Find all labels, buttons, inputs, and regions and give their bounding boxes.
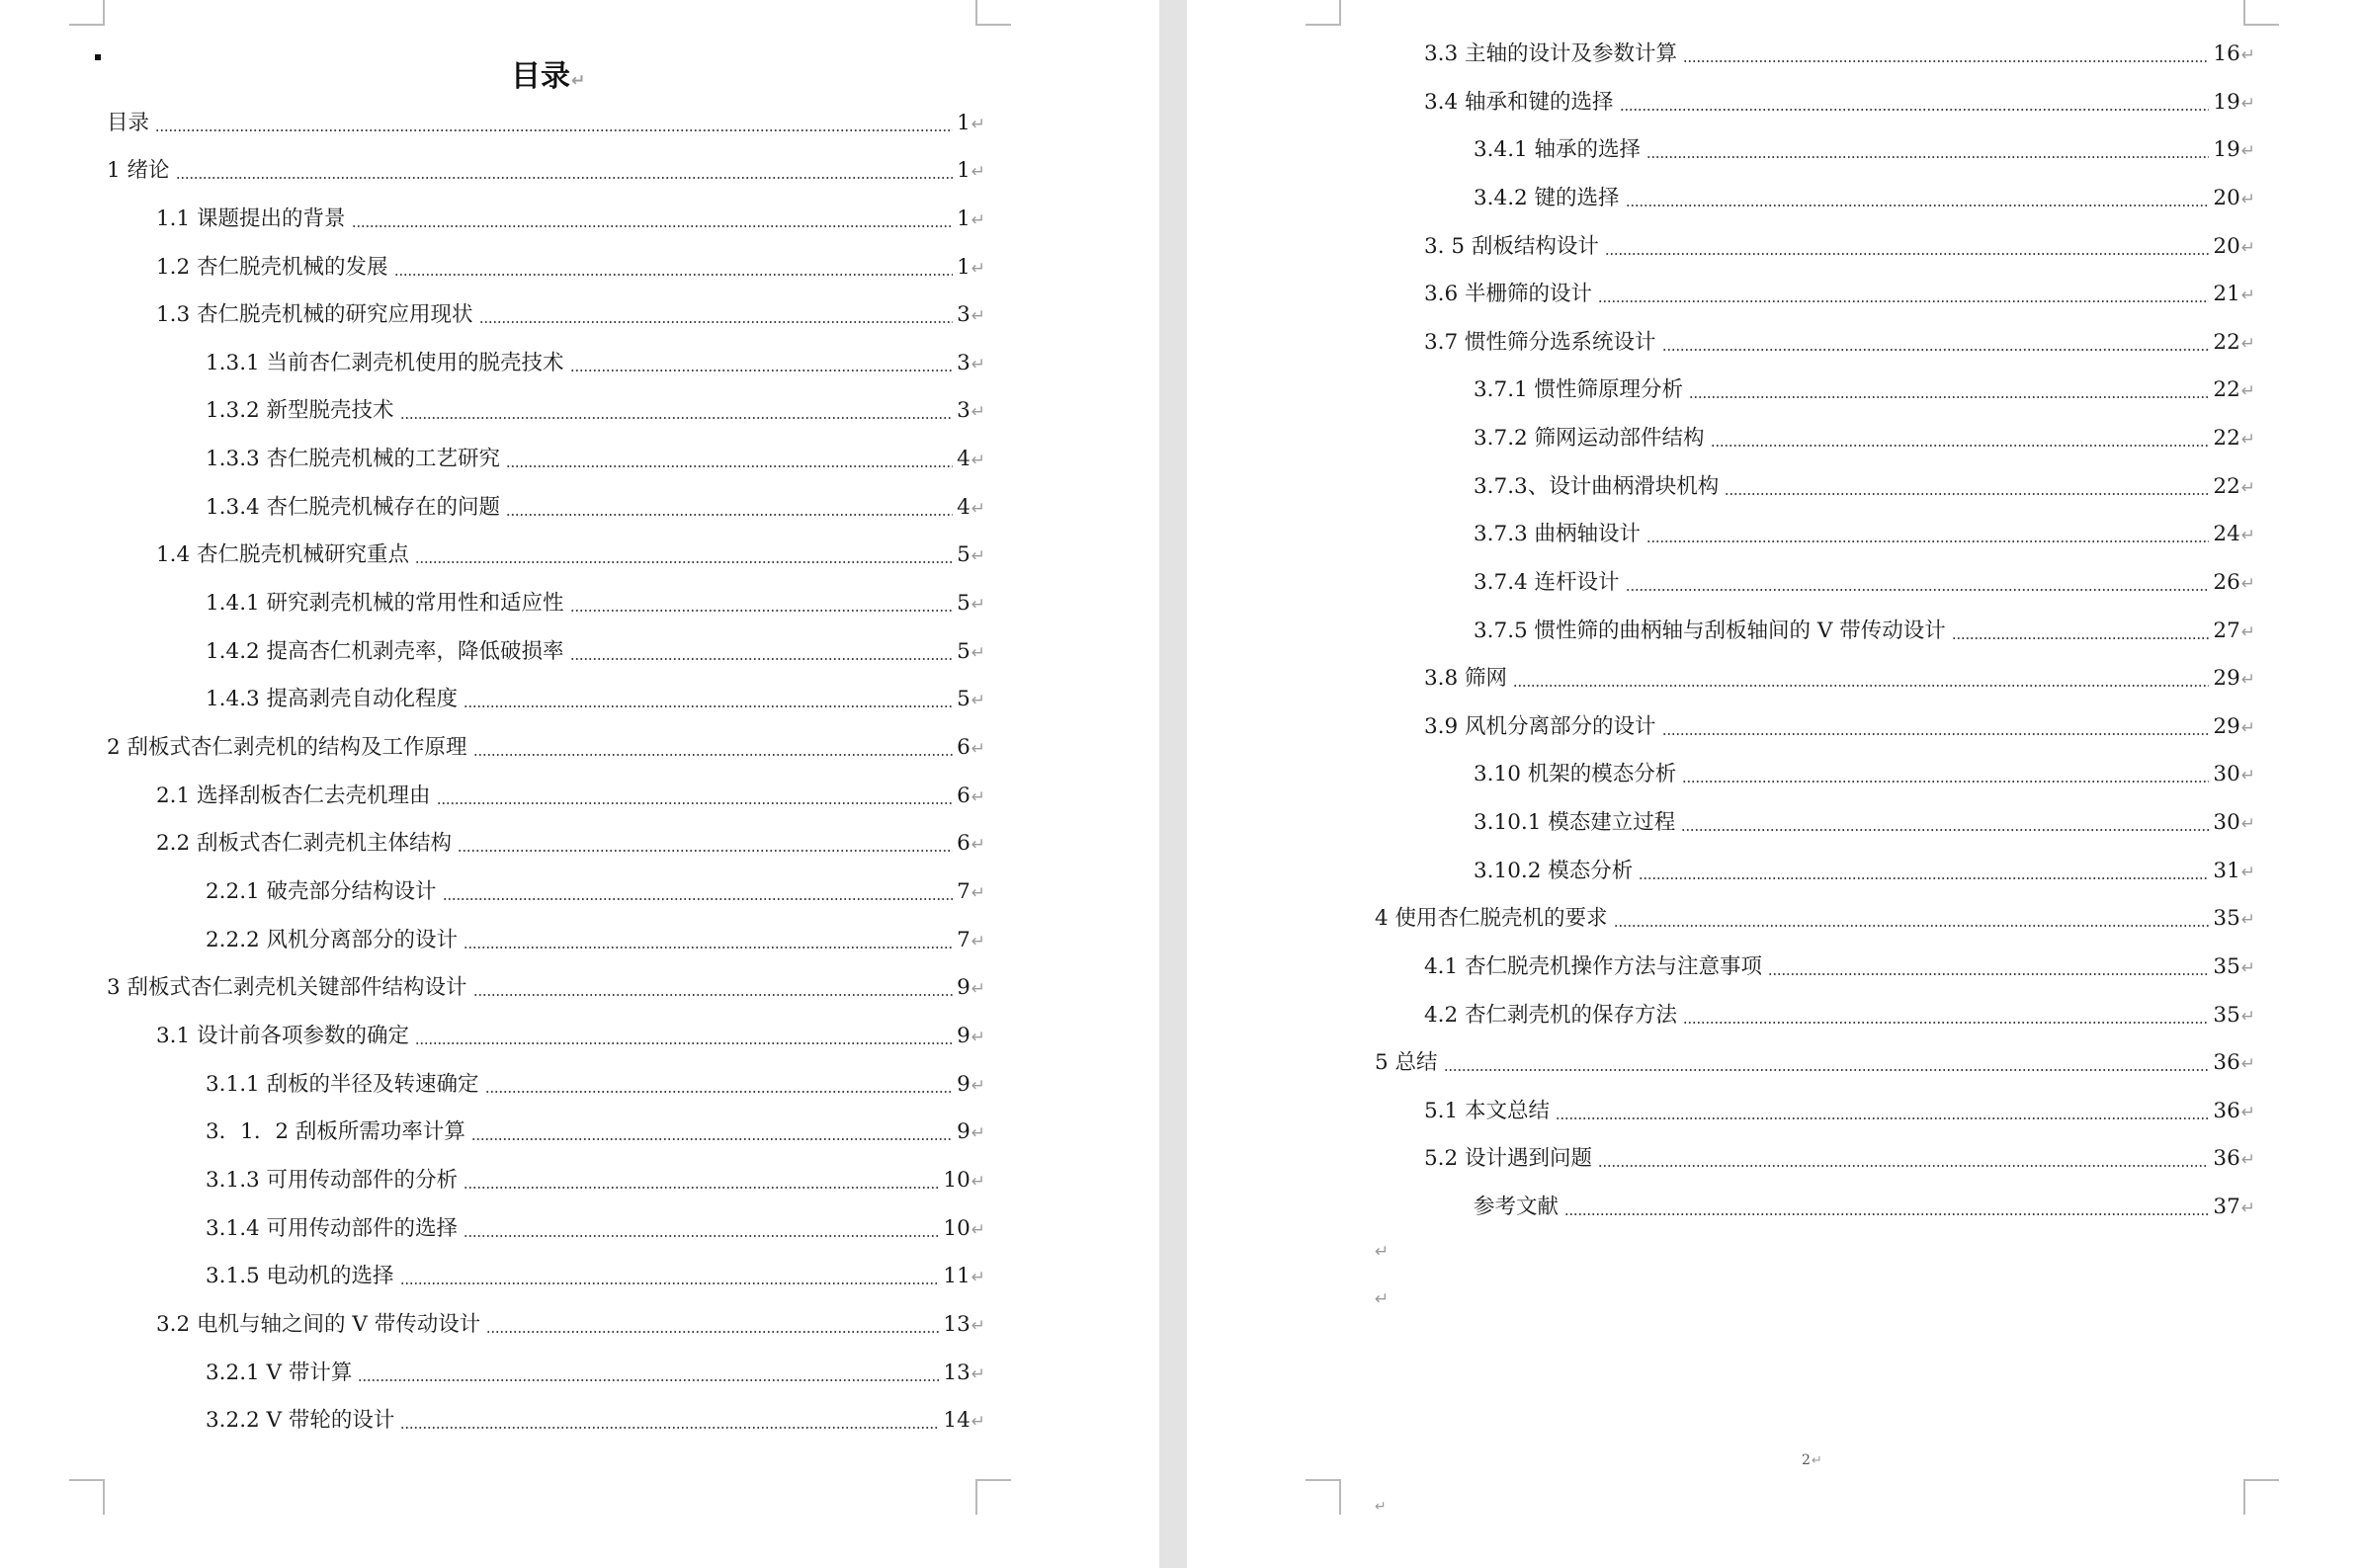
toc-entry-title: 3.7.2 筛网运动部件结构 [1474, 426, 1705, 451]
toc-entry[interactable] [206, 1406, 985, 1436]
dot-leader [1768, 973, 2209, 975]
return-mark: ↵ [970, 595, 985, 615]
page-gutter [1159, 0, 1187, 1568]
toc-entry[interactable] [156, 782, 985, 811]
toc-entry-page-number: 20 [2213, 186, 2240, 210]
return-mark: ↵ [2240, 1054, 2255, 1074]
dot-leader [1711, 445, 2210, 447]
empty-paragraph: ↵ [1375, 1499, 1387, 1515]
toc-entry[interactable] [107, 109, 985, 138]
toc-entry[interactable] [1375, 1048, 2255, 1078]
return-mark: ↵ [2240, 1150, 2255, 1170]
toc-entry[interactable] [1474, 857, 2255, 886]
dot-leader [1725, 493, 2209, 495]
toc-entry-page-number: 4 [957, 495, 970, 520]
return-mark: ↵ [970, 259, 985, 279]
toc-entry-page-number: 22 [2213, 474, 2240, 499]
dot-leader [464, 1187, 939, 1189]
return-mark: ↵ [2240, 766, 2255, 785]
toc-entry-page-number: 29 [2213, 714, 2240, 739]
toc-entry[interactable] [1424, 952, 2255, 982]
dot-leader [570, 610, 954, 612]
toc-entry[interactable] [107, 733, 985, 763]
toc-entry-title: 1.3 杏仁脱壳机械的研究应用现状 [156, 302, 473, 327]
return-mark: ↵ [2240, 1103, 2255, 1122]
toc-entry-title: 3.7.3 曲柄轴设计 [1474, 522, 1642, 546]
return-mark: ↵ [970, 643, 985, 663]
empty-paragraph: ↵ [1375, 1289, 1390, 1309]
dot-leader [443, 898, 954, 900]
toc-entry-page-number: 35 [2213, 1003, 2240, 1028]
return-mark: ↵ [970, 306, 985, 326]
toc-entry-title: 2.2.1 破壳部分结构设计 [206, 879, 437, 904]
return-mark: ↵ [970, 210, 985, 230]
page-number-text: 2 [1802, 1452, 1811, 1468]
toc-entry-title: 3．1．2 刮板所需功率计算 [206, 1119, 465, 1144]
toc-entry-page-number: 35 [2213, 906, 2240, 931]
return-mark: ↵ [2240, 574, 2255, 594]
dot-leader [400, 1427, 939, 1429]
dot-leader [415, 561, 953, 563]
toc-entry-title: 3.1 设计前各项参数的确定 [156, 1024, 410, 1048]
toc-entry-title: 1.4.1 研究剥壳机械的常用性和适应性 [206, 591, 564, 616]
toc-entry[interactable] [206, 445, 985, 474]
toc-entry[interactable] [156, 205, 985, 234]
page-corner-mark [69, 1479, 105, 1515]
toc-entry-title: 5 总结 [1375, 1050, 1438, 1075]
return-mark: ↵ [970, 1268, 985, 1287]
return-mark: ↵ [2240, 94, 2255, 114]
dot-leader [485, 1091, 954, 1093]
toc-entry-page-number: 3 [957, 351, 970, 375]
toc-entry-title: 1.3.2 新型脱壳技术 [206, 398, 394, 423]
dot-leader [1626, 589, 2210, 591]
toc-entry-page-number: 31 [2213, 859, 2240, 883]
toc-entry-title: 3.1.4 可用传动部件的选择 [206, 1216, 459, 1241]
toc-entry-page-number: 30 [2213, 810, 2240, 835]
toc-entry[interactable] [1474, 424, 2255, 454]
toc-entry-title: 参考文献 [1474, 1195, 1560, 1219]
dot-leader [458, 850, 953, 852]
toc-entry[interactable] [107, 973, 985, 1003]
return-mark: ↵ [970, 499, 985, 519]
dot-leader [506, 514, 953, 516]
return-mark: ↵ [970, 115, 985, 134]
return-mark: ↵ [970, 1220, 985, 1240]
toc-entry-page-number: 35 [2213, 954, 2240, 979]
paragraph-mark [95, 54, 101, 60]
toc-entry-title: 3.9 风机分离部分的设计 [1424, 714, 1656, 739]
dot-leader [400, 1282, 940, 1284]
dot-leader [352, 225, 954, 227]
return-mark: ↵ [970, 932, 985, 951]
return-mark: ↵ [2240, 381, 2255, 401]
toc-entry[interactable] [206, 877, 985, 907]
dot-leader [1681, 829, 2209, 831]
toc-entry-page-number: 19 [2213, 137, 2240, 162]
return-mark: ↵ [2240, 334, 2255, 354]
page-corner-mark [2243, 0, 2279, 26]
dot-leader [1683, 1022, 2209, 1024]
return-mark: ↵ [2240, 190, 2255, 209]
toc-entry-page-number: 36 [2213, 1146, 2240, 1171]
return-mark: ↵ [2240, 718, 2255, 738]
toc-entry-title: 目录 [107, 111, 150, 135]
dot-leader [464, 947, 953, 949]
toc-entry-title: 3.7.4 连杆设计 [1474, 570, 1620, 595]
return-mark: ↵ [1811, 1453, 1822, 1468]
toc-entry-page-number: 5 [957, 591, 970, 616]
toc-entry-title: 3.2.1 V 带计算 [206, 1361, 353, 1385]
return-mark: ↵ [970, 739, 985, 759]
toc-entry-title: 3.7.5 惯性筛的曲柄轴与刮板轴间的 V 带传动设计 [1474, 619, 1946, 643]
dot-leader [479, 321, 954, 323]
return-mark: ↵ [970, 1316, 985, 1336]
toc-entry[interactable] [1375, 904, 2255, 934]
toc-entry[interactable] [1474, 808, 2255, 838]
dot-leader [1556, 1117, 2209, 1119]
toc-entry[interactable] [1474, 184, 2255, 213]
return-mark: ↵ [970, 835, 985, 855]
return-mark: ↵ [2240, 622, 2255, 642]
dot-leader [1952, 637, 2210, 639]
dot-leader [473, 754, 954, 756]
return-mark: ↵ [2240, 141, 2255, 161]
return-mark: ↵ [970, 355, 985, 374]
toc-entry[interactable] [1424, 280, 2255, 309]
toc-entry-title: 2.1 选择刮板杏仁去壳机理由 [156, 784, 431, 808]
toc-entry-page-number: 1 [957, 255, 970, 280]
return-mark: ↵ [970, 1076, 985, 1096]
return-mark: ↵ [2240, 286, 2255, 305]
page-corner-mark [1306, 0, 1341, 26]
toc-entry[interactable] [107, 156, 985, 186]
return-mark: ↵ [970, 162, 985, 182]
toc-entry-page-number: 6 [957, 784, 970, 808]
dot-leader [1682, 781, 2209, 783]
toc-entry[interactable] [206, 637, 985, 667]
toc-entry[interactable] [206, 1262, 985, 1291]
toc-entry-page-number: 22 [2213, 377, 2240, 402]
return-mark: ↵ [970, 979, 985, 999]
toc-entry[interactable] [1424, 1144, 2255, 1174]
toc-entry-page-number: 19 [2213, 90, 2240, 115]
toc-entry-page-number: 36 [2213, 1050, 2240, 1075]
page-corner-mark [975, 1479, 1011, 1515]
toc-entry-page-number: 7 [957, 928, 970, 952]
dot-leader [1662, 733, 2210, 735]
page-corner-mark [2243, 1479, 2279, 1515]
toc-entry-title: 3 刮板式杏仁剥壳机关键部件结构设计 [107, 975, 467, 1000]
dot-leader [486, 1331, 939, 1333]
return-mark: ↵ [2240, 670, 2255, 690]
toc-entry-page-number: 20 [2213, 234, 2240, 259]
toc-entry-title: 3.3 主轴的设计及参数计算 [1424, 41, 1678, 66]
toc-entry-page-number: 10 [943, 1216, 970, 1241]
toc-entry[interactable] [206, 685, 985, 714]
toc-entry[interactable] [1474, 617, 2255, 646]
toc-entry-title: 3.8 筛网 [1424, 666, 1508, 691]
toc-entry-title: 1.1 课题提出的背景 [156, 206, 346, 231]
toc-entry-page-number: 24 [2213, 522, 2240, 546]
page-corner-mark [1306, 1479, 1341, 1515]
toc-entry[interactable] [206, 1214, 985, 1244]
return-mark: ↵ [571, 71, 586, 91]
toc-title[interactable] [511, 51, 585, 95]
return-mark: ↵ [970, 451, 985, 470]
toc-entry-title: 1.3.4 杏仁脱壳机械存在的问题 [206, 495, 501, 520]
return-mark: ↵ [970, 1028, 985, 1047]
document-page-2 [1187, 0, 2362, 1568]
toc-entry-title: 1.4.3 提高剥壳自动化程度 [206, 687, 459, 711]
toc-entry-page-number: 4 [957, 447, 970, 471]
return-mark: ↵ [970, 546, 985, 566]
toc-entry-page-number: 1 [957, 158, 970, 183]
dot-leader [394, 274, 954, 276]
toc-entry-title: 4.1 杏仁脱壳机操作方法与注意事项 [1424, 954, 1763, 979]
dot-leader [570, 658, 954, 660]
toc-entry-title: 1.4 杏仁脱壳机械研究重点 [156, 542, 410, 567]
toc-entry-page-number: 10 [943, 1168, 970, 1193]
toc-entry-title: 3.4.1 轴承的选择 [1474, 137, 1642, 162]
toc-entry[interactable] [1424, 1001, 2255, 1031]
toc-entry-page-number: 1 [957, 111, 970, 135]
dot-leader [1662, 349, 2210, 351]
toc-entry[interactable] [156, 540, 985, 570]
toc-entry[interactable] [156, 300, 985, 330]
toc-entry-title: 3.1.1 刮板的半径及转速确定 [206, 1072, 479, 1097]
toc-entry-title: 3.7.3、设计曲柄滑块机构 [1474, 474, 1720, 499]
toc-entry[interactable] [206, 349, 985, 378]
toc-entry-title: 5.1 本文总结 [1424, 1099, 1551, 1123]
return-mark: ↵ [2240, 958, 2255, 978]
toc-entry[interactable] [1474, 568, 2255, 598]
toc-entry[interactable] [1424, 328, 2255, 358]
toc-entry-title: 2.2.2 风机分离部分的设计 [206, 928, 459, 952]
toc-entry[interactable] [1474, 760, 2255, 789]
toc-entry-title: 3.1.3 可用传动部件的分析 [206, 1168, 459, 1193]
toc-entry-title: 3.10.2 模态分析 [1474, 859, 1634, 883]
toc-title-text: 目录 [511, 59, 570, 94]
page-corner-mark [975, 0, 1011, 26]
toc-entry-page-number: 5 [957, 639, 970, 664]
toc-entry-title: 3.4.2 键的选择 [1474, 186, 1620, 210]
dot-leader [176, 177, 954, 179]
toc-entry-page-number: 30 [2213, 762, 2240, 786]
toc-entry-title: 1.3.3 杏仁脱壳机械的工艺研究 [206, 447, 501, 471]
document-page-1 [0, 0, 1159, 1568]
toc-entry-page-number: 1 [957, 206, 970, 231]
toc-entry-page-number: 6 [957, 831, 970, 856]
return-mark: ↵ [2240, 1007, 2255, 1027]
toc-entry-page-number: 29 [2213, 666, 2240, 691]
empty-paragraph: ↵ [1375, 1242, 1390, 1262]
toc-entry[interactable] [206, 589, 985, 619]
toc-entry-page-number: 36 [2213, 1099, 2240, 1123]
toc-entry[interactable] [206, 1070, 985, 1100]
toc-entry-page-number: 5 [957, 542, 970, 567]
return-mark: ↵ [2240, 526, 2255, 545]
dot-leader [473, 994, 954, 996]
toc-entry-page-number: 9 [957, 1024, 970, 1048]
return-mark: ↵ [2240, 45, 2255, 65]
toc-entry-page-number: 7 [957, 879, 970, 904]
dot-leader [1513, 685, 2209, 687]
toc-entry-title: 3.2 电机与轴之间的 V 带传动设计 [156, 1312, 481, 1337]
dot-leader [1626, 205, 2210, 206]
toc-entry-title: 1 绪论 [107, 158, 170, 183]
dot-leader [570, 370, 954, 371]
toc-entry-title: 2.2 刮板式杏仁剥壳机主体结构 [156, 831, 453, 856]
toc-entry-page-number: 3 [957, 398, 970, 423]
toc-entry-page-number: 22 [2213, 426, 2240, 451]
dot-leader [1646, 156, 2209, 158]
return-mark: ↵ [2240, 478, 2255, 498]
dot-leader [471, 1138, 953, 1140]
dot-leader [1598, 1165, 2209, 1167]
toc-entry-page-number: 6 [957, 735, 970, 760]
return-mark: ↵ [2240, 814, 2255, 834]
toc-entry[interactable] [206, 396, 985, 426]
toc-entry-title: 4.2 杏仁剥壳机的保存方法 [1424, 1003, 1678, 1028]
toc-entry[interactable] [206, 493, 985, 523]
dot-leader [155, 129, 953, 131]
toc-entry[interactable] [1424, 232, 2255, 262]
toc-entry-title: 3.2.2 V 带轮的设计 [206, 1408, 395, 1433]
toc-entry-page-number: 9 [957, 1072, 970, 1097]
toc-entry-page-number: 21 [2213, 282, 2240, 306]
toc-entry[interactable] [156, 829, 985, 859]
dot-leader [1444, 1069, 2210, 1071]
toc-entry-title: 4 使用杏仁脱壳机的要求 [1375, 906, 1608, 931]
dot-leader [1564, 1213, 2209, 1215]
page-corner-mark [69, 0, 105, 26]
return-mark: ↵ [2240, 863, 2255, 882]
dot-leader [1605, 253, 2210, 255]
toc-entry-title: 3.7 惯性筛分选系统设计 [1424, 330, 1656, 355]
return-mark: ↵ [2240, 1198, 2255, 1218]
return-mark: ↵ [970, 883, 985, 903]
toc-entry[interactable] [1474, 135, 2255, 165]
toc-entry-title: 3.1.5 电动机的选择 [206, 1264, 394, 1288]
toc-entry[interactable] [1474, 520, 2255, 549]
toc-entry[interactable] [206, 1117, 985, 1147]
toc-entry-page-number: 16 [2213, 41, 2240, 66]
toc-entry-title: 3.7.1 惯性筛原理分析 [1474, 377, 1684, 402]
toc-entry[interactable] [1474, 1193, 2255, 1222]
return-mark: ↵ [970, 1172, 985, 1192]
dot-leader [358, 1379, 939, 1381]
toc-entry-title: 1.2 杏仁脱壳机械的发展 [156, 255, 388, 280]
toc-entry[interactable] [156, 1310, 985, 1340]
toc-entry[interactable] [1424, 40, 2255, 69]
return-mark: ↵ [970, 1123, 985, 1143]
return-mark: ↵ [970, 1364, 985, 1384]
return-mark: ↵ [970, 1412, 985, 1432]
toc-entry[interactable] [1424, 1097, 2255, 1126]
toc-entry-page-number: 13 [943, 1312, 970, 1337]
dot-leader [1598, 300, 2209, 302]
toc-entry-title: 1.4.2 提高杏仁机剥壳率，降低破损率 [206, 639, 564, 664]
toc-entry-title: 3.6 半栅筛的设计 [1424, 282, 1593, 306]
return-mark: ↵ [970, 691, 985, 710]
dot-leader [1614, 925, 2210, 927]
dot-leader [437, 802, 954, 804]
page-number [1802, 1452, 1822, 1468]
toc-entry-title: 3. 5 刮板结构设计 [1424, 234, 1599, 259]
return-mark: ↵ [2240, 238, 2255, 258]
dot-leader [506, 465, 953, 467]
dot-leader [1639, 877, 2209, 879]
toc-entry-page-number: 37 [2213, 1195, 2240, 1219]
toc-entry[interactable] [1474, 472, 2255, 502]
toc-entry-page-number: 11 [943, 1264, 970, 1288]
toc-entry[interactable] [1474, 375, 2255, 405]
toc-entry[interactable] [156, 1022, 985, 1051]
toc-entry[interactable] [156, 253, 985, 283]
toc-entry-page-number: 5 [957, 687, 970, 711]
toc-entry-title: 3.10 机架的模态分析 [1474, 762, 1677, 786]
toc-entry-page-number: 26 [2213, 570, 2240, 595]
toc-entry-page-number: 22 [2213, 330, 2240, 355]
toc-entry-title: 3.4 轴承和键的选择 [1424, 90, 1614, 115]
toc-entry-title: 5.2 设计遇到问题 [1424, 1146, 1593, 1171]
dot-leader [400, 417, 954, 419]
toc-entry[interactable] [206, 1166, 985, 1196]
dot-leader [464, 705, 953, 707]
toc-entry-page-number: 14 [943, 1408, 970, 1433]
toc-entry[interactable] [1424, 664, 2255, 694]
toc-entry[interactable] [1424, 88, 2255, 118]
toc-entry[interactable] [1424, 712, 2255, 742]
toc-entry-page-number: 3 [957, 302, 970, 327]
dot-leader [1683, 60, 2209, 62]
return-mark: ↵ [2240, 430, 2255, 450]
return-mark: ↵ [970, 402, 985, 422]
return-mark: ↵ [2240, 910, 2255, 930]
dot-leader [1620, 109, 2210, 111]
toc-entry-title: 1.3.1 当前杏仁剥壳机使用的脱壳技术 [206, 351, 564, 375]
dot-leader [415, 1042, 953, 1044]
toc-entry-title: 3.10.1 模态建立过程 [1474, 810, 1676, 835]
return-mark: ↵ [970, 787, 985, 807]
toc-entry[interactable] [206, 1359, 985, 1388]
toc-entry-title: 2 刮板式杏仁剥壳机的结构及工作原理 [107, 735, 467, 760]
toc-entry-page-number: 9 [957, 975, 970, 1000]
toc-entry-page-number: 13 [943, 1361, 970, 1385]
toc-entry-page-number: 9 [957, 1119, 970, 1144]
toc-entry-page-number: 27 [2213, 619, 2240, 643]
dot-leader [1689, 396, 2209, 398]
dot-leader [464, 1235, 939, 1237]
toc-entry[interactable] [206, 926, 985, 955]
dot-leader [1646, 540, 2209, 542]
